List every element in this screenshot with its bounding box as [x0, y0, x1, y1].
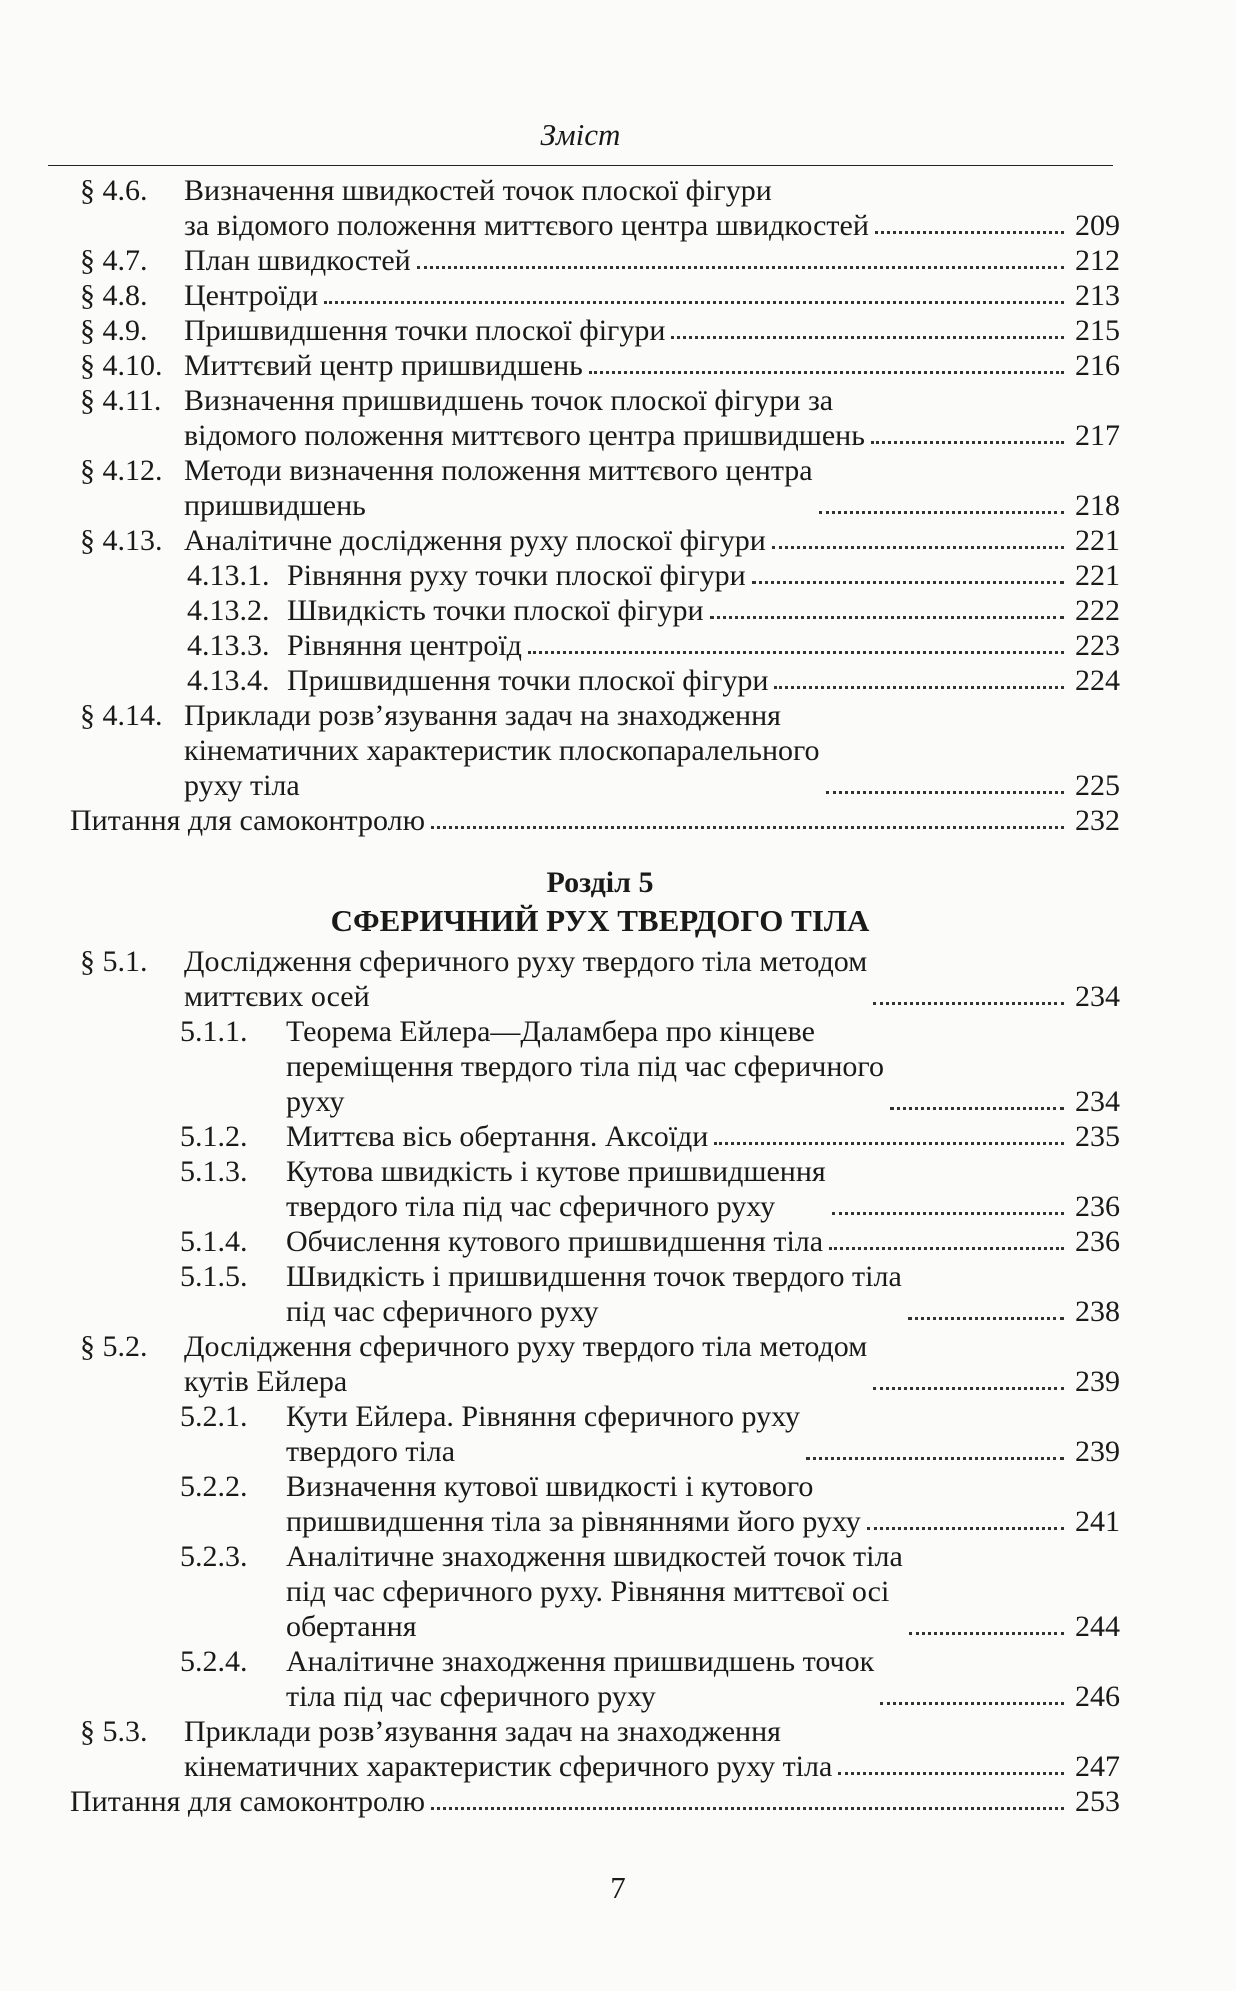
toc-entry-page: 224 [1075, 664, 1120, 697]
toc-entry-number: § 5.2. [80, 1330, 148, 1363]
toc-entry [80, 348, 1120, 383]
toc-entry-page: 215 [1075, 314, 1120, 347]
toc-entry-number: 4.13.1. [187, 559, 270, 592]
toc-entry [80, 1014, 1120, 1119]
dot-leader [832, 1212, 1064, 1215]
toc-entry [80, 944, 1120, 1014]
toc-entry-title: Рівняння руху точки плоскої фігури [287, 559, 746, 592]
toc-sections-chapter-4 [80, 173, 1120, 803]
toc-entry-page: 221 [1075, 559, 1120, 592]
toc-entry-number: 4.13.2. [187, 594, 270, 627]
dot-leader [838, 1772, 1064, 1775]
toc-entry-page: 244 [1075, 1610, 1120, 1643]
toc-entry [80, 1224, 1120, 1259]
toc-entry [80, 628, 1120, 663]
toc-entry-page: 213 [1075, 279, 1120, 312]
toc-entry-title: План швидкостей [184, 244, 411, 277]
toc-entry-page: 209 [1075, 209, 1120, 242]
toc-entry-page: 225 [1075, 769, 1120, 802]
toc-entry [80, 1119, 1120, 1154]
toc-entry-self-check-b [70, 1784, 1120, 1819]
dot-leader [909, 1632, 1064, 1635]
toc-entry-number: § 4.10. [80, 349, 163, 382]
toc-entry-number: 5.2.2. [180, 1470, 248, 1503]
toc-entry-page: 212 [1075, 244, 1120, 277]
dot-leader [880, 1702, 1064, 1705]
toc-entry-number: 5.1.2. [180, 1120, 248, 1153]
toc-entry-number: § 4.11. [80, 384, 162, 417]
toc-entry-number: 4.13.4. [187, 664, 270, 697]
dot-leader [819, 511, 1064, 514]
toc-entry-title: Визначення кутової швидкості і кутового пришвидшення тіла за рівняннями його руху [286, 1470, 861, 1538]
toc-entry-number: 5.1.5. [180, 1260, 248, 1293]
toc-entry-page: 223 [1075, 629, 1120, 662]
toc-entry-page: 235 [1075, 1120, 1120, 1153]
toc-entry-page: 239 [1075, 1435, 1120, 1468]
dot-leader [589, 371, 1064, 374]
dot-leader [873, 1002, 1064, 1005]
toc-entry [80, 1399, 1120, 1469]
dot-leader [867, 1527, 1064, 1530]
toc-entry-number: 5.2.4. [180, 1645, 248, 1678]
toc-entry-title: Кути Ейлера. Рівняння сферичного руху твердого тіла [286, 1400, 800, 1468]
dot-leader [772, 546, 1064, 549]
toc-entry-title: Теорема Ейлера—Даламбера про кінцеве переміщення твердого тіла під час сферичного руху [286, 1015, 884, 1118]
dot-leader [908, 1317, 1064, 1320]
toc-entry-title: Миттєвий центр пришвидшень [184, 349, 583, 382]
table-of-contents [70, 173, 1120, 1819]
dot-leader [873, 1387, 1064, 1390]
toc-entry [80, 593, 1120, 628]
toc-entry-number: § 4.8. [80, 279, 148, 312]
toc-entry [80, 558, 1120, 593]
dot-leader [829, 1247, 1064, 1250]
dot-leader [752, 581, 1064, 584]
toc-entry-title: Визначення пришвидшень точок плоскої фігури за відомого положення миттєвого центра пришвидшень [184, 384, 865, 452]
toc-entry [80, 663, 1120, 698]
toc-entry-page: 253 [1075, 1785, 1120, 1818]
dot-leader [871, 441, 1064, 444]
toc-entry-number: 5.1.4. [180, 1225, 248, 1258]
toc-entry-title: Швидкість і пришвидшення точок твердого тіла під час сферичного руху [286, 1260, 902, 1328]
toc-entry-title: Питання для самоконтролю [70, 1785, 426, 1818]
toc-entry-number: 5.1.3. [180, 1155, 248, 1188]
toc-entry-number: § 4.12. [80, 454, 163, 487]
toc-entry-title: Дослідження сферичного руху твердого тіла методом миттєвих осей [184, 945, 868, 1013]
toc-entry-title: Пришвидшення точки плоскої фігури [287, 664, 769, 697]
toc-entry-number: § 5.3. [80, 1715, 148, 1748]
toc-entry [80, 1714, 1120, 1784]
toc-entry [80, 1329, 1120, 1399]
chapter-heading [80, 864, 1120, 940]
toc-entry-number: 5.1.1. [180, 1015, 248, 1048]
toc-entry-title: Визначення швидкостей точок плоскої фігури за відомого положення миттєвого центра швидкостей [184, 174, 869, 242]
toc-entry [80, 698, 1120, 803]
toc-entry-number: § 4.7. [80, 244, 148, 277]
toc-entry [80, 383, 1120, 453]
toc-entry-title: Центроїди [184, 279, 319, 312]
toc-entry-title: Питання для самоконтролю [70, 804, 426, 837]
toc-entry-page: 236 [1075, 1190, 1120, 1223]
toc-entry-title: Кутова швидкість і кутове пришвидшення твердого тіла під час сферичного руху [286, 1155, 826, 1223]
toc-entry-number: § 4.6. [80, 174, 148, 207]
toc-entry-number: 5.2.1. [180, 1400, 248, 1433]
toc-entry [80, 278, 1120, 313]
toc-entry-page: 216 [1075, 349, 1120, 382]
toc-entry [80, 1469, 1120, 1539]
toc-entry-page: 217 [1075, 419, 1120, 452]
toc-entry-page: 234 [1075, 980, 1120, 1013]
toc-entry [80, 243, 1120, 278]
toc-entry [80, 1539, 1120, 1644]
dot-leader [528, 651, 1064, 654]
dot-leader [710, 616, 1064, 619]
dot-leader [431, 826, 1064, 829]
dot-leader [671, 336, 1064, 339]
toc-entry-page: 247 [1075, 1750, 1120, 1783]
running-header [48, 105, 1113, 166]
toc-entry-number: § 4.13. [80, 524, 163, 557]
dot-leader [417, 266, 1064, 269]
toc-entry-page: 239 [1075, 1365, 1120, 1398]
dot-leader [890, 1107, 1064, 1110]
toc-entry [80, 1154, 1120, 1224]
toc-entry [80, 523, 1120, 558]
toc-entry-page: 246 [1075, 1680, 1120, 1713]
dot-leader [875, 231, 1064, 234]
toc-entry [80, 1259, 1120, 1329]
toc-entry-number: 4.13.3. [187, 629, 270, 662]
toc-sections-chapter-5 [80, 944, 1120, 1784]
dot-leader [324, 301, 1064, 304]
toc-entry-number: 5.2.3. [180, 1540, 248, 1573]
toc-entry-title: Аналітичне дослідження руху плоскої фігури [184, 524, 766, 557]
toc-entry-page: 218 [1075, 489, 1120, 522]
toc-entry-page: 238 [1075, 1295, 1120, 1328]
toc-entry [80, 313, 1120, 348]
toc-entry-title: Пришвидшення точки плоскої фігури [184, 314, 666, 347]
toc-entry-title: Рівняння центроїд [287, 629, 522, 662]
toc-entry-number: § 4.14. [80, 699, 163, 732]
toc-entry-title: Приклади розв’язування задач на знаходження кінематичних характеристик плоскопаралельного руху тіла [184, 699, 820, 802]
chapter-label: Розділ 5 [546, 866, 654, 899]
toc-entry-title: Дослідження сферичного руху твердого тіла методом кутів Ейлера [184, 1330, 868, 1398]
toc-entry-title: Аналітичне знаходження пришвидшень точок тіла під час сферичного руху [286, 1645, 875, 1713]
toc-entry-page: 221 [1075, 524, 1120, 557]
toc-entry-number: § 4.9. [80, 314, 148, 347]
dot-leader [806, 1457, 1064, 1460]
toc-entry-page: 234 [1075, 1085, 1120, 1118]
toc-entry-title: Методи визначення положення миттєвого центра пришвидшень [184, 454, 813, 522]
toc-entry-title: Швидкість точки плоскої фігури [287, 594, 704, 627]
toc-entry-page: 241 [1075, 1505, 1120, 1538]
toc-entry-title: Приклади розв’язування задач на знаходження кінематичних характеристик сферичного руху тіла [184, 1715, 833, 1783]
toc-entry-page: 222 [1075, 594, 1120, 627]
toc-entry [80, 173, 1120, 243]
toc-entry-number: § 5.1. [80, 945, 148, 978]
toc-entry [80, 453, 1120, 523]
dot-leader [714, 1142, 1064, 1145]
dot-leader [431, 1807, 1064, 1810]
toc-entry-title: Миттєва вісь обертання. Аксоїди [286, 1120, 709, 1153]
toc-entry-page: 232 [1075, 804, 1120, 837]
dot-leader [826, 791, 1064, 794]
page-number: 7 [610, 1870, 626, 1905]
toc-entry [80, 1644, 1120, 1714]
toc-entry-title: Аналітичне знаходження швидкостей точок тіла під час сферичного руху. Рівняння миттєвої осі обертання [286, 1540, 903, 1643]
toc-entry-page: 236 [1075, 1225, 1120, 1258]
toc-entry-self-check-a [70, 803, 1120, 838]
toc-entry-title: Обчислення кутового пришвидшення тіла [286, 1225, 824, 1258]
dot-leader [774, 686, 1064, 689]
chapter-title: СФЕРИЧНИЙ РУХ ТВЕРДОГО ТІЛА [330, 903, 870, 938]
header-title: Зміст [540, 117, 621, 152]
